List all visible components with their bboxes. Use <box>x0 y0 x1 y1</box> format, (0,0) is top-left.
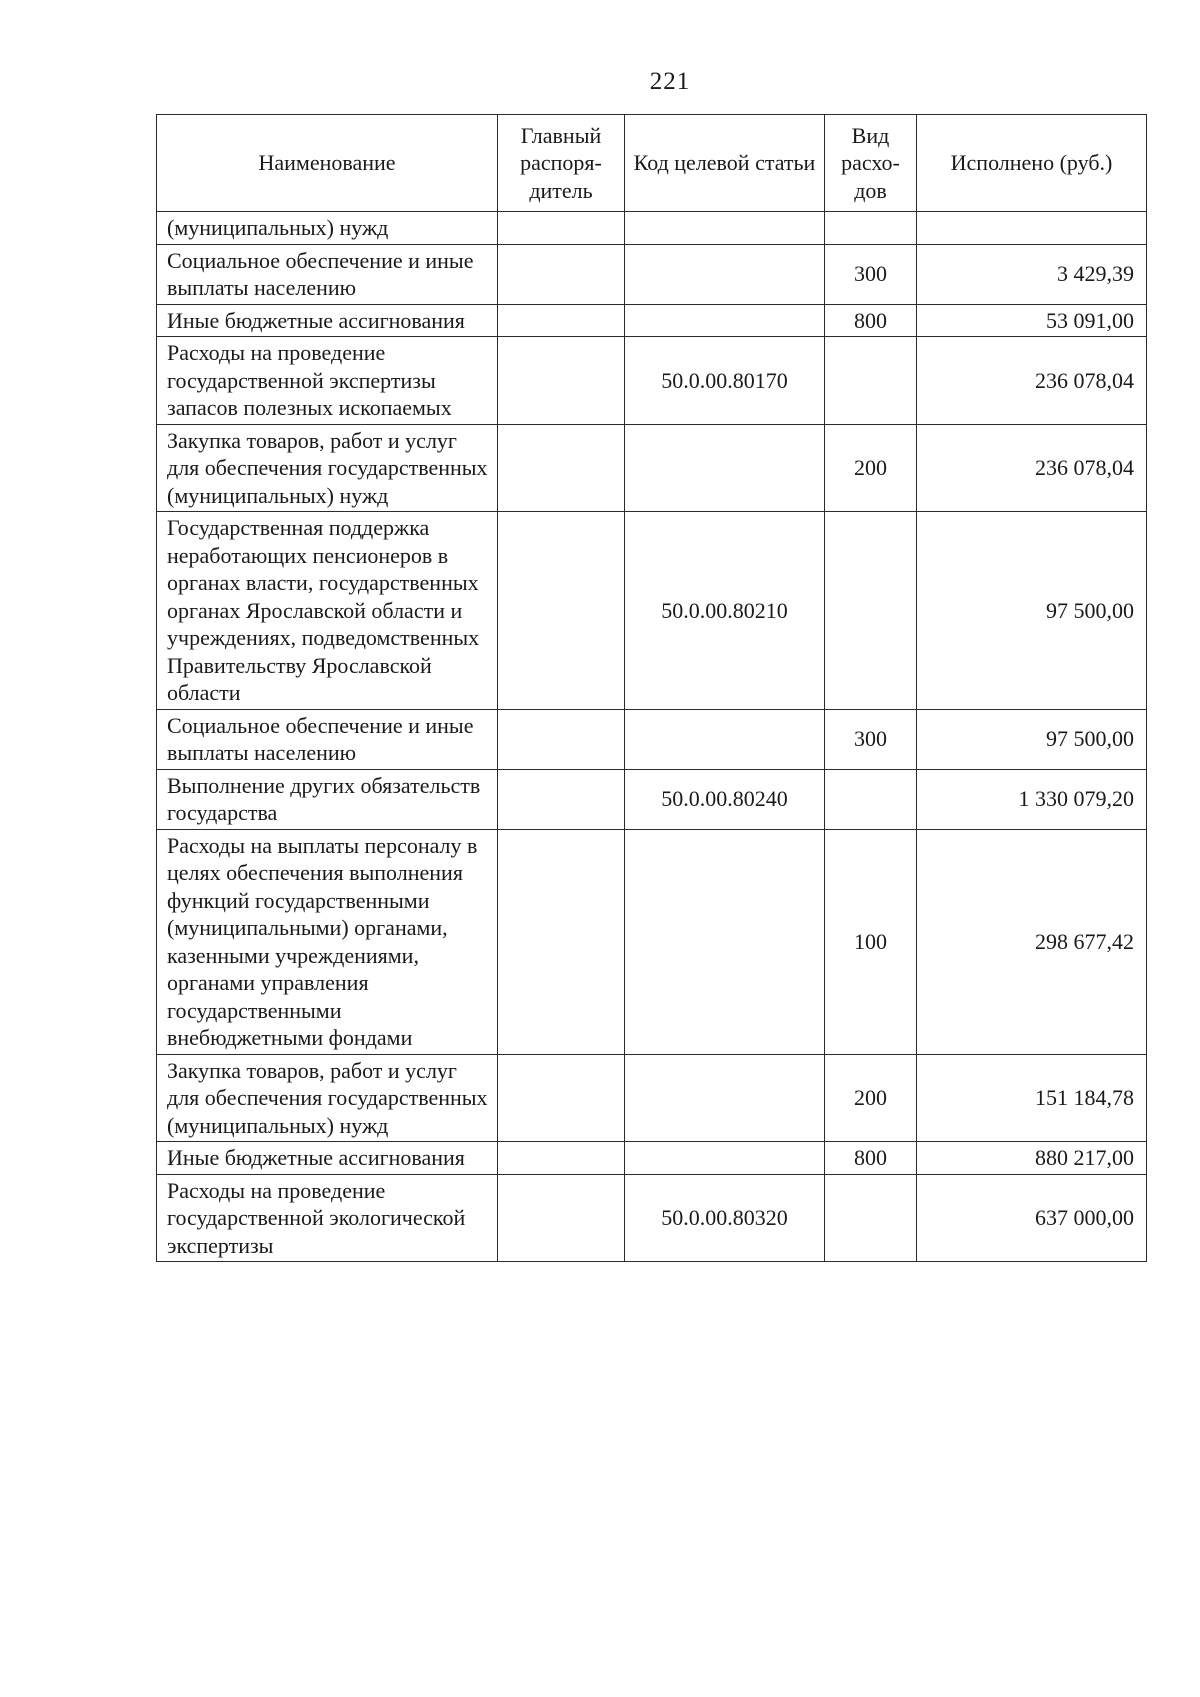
cell-ispolneno: 637 000,00 <box>917 1174 1147 1262</box>
cell-glavny <box>498 769 625 829</box>
cell-ispolneno: 236 078,04 <box>917 337 1147 425</box>
cell-glavny <box>498 1054 625 1142</box>
header-name: Наименование <box>157 115 498 212</box>
cell-name: Социальное обеспечение и иные выплаты населению <box>157 244 498 304</box>
table-row <box>157 829 1147 1054</box>
cell-ispolneno <box>917 212 1147 245</box>
cell-kod <box>625 1142 825 1175</box>
cell-ispolneno: 298 677,42 <box>917 829 1147 1054</box>
cell-glavny <box>498 829 625 1054</box>
table-row <box>157 304 1147 337</box>
cell-ispolneno: 53 091,00 <box>917 304 1147 337</box>
cell-ispolneno: 236 078,04 <box>917 424 1147 512</box>
header-vid: Вид расхо- дов <box>825 115 917 212</box>
cell-kod <box>625 829 825 1054</box>
cell-glavny <box>498 709 625 769</box>
cell-vid: 200 <box>825 1054 917 1142</box>
cell-kod <box>625 1054 825 1142</box>
cell-glavny <box>498 1174 625 1262</box>
table-header <box>157 115 1147 212</box>
cell-vid: 300 <box>825 709 917 769</box>
cell-ispolneno: 97 500,00 <box>917 709 1147 769</box>
cell-vid: 200 <box>825 424 917 512</box>
header-glavny: Главный распоря- дитель <box>498 115 625 212</box>
cell-vid: 100 <box>825 829 917 1054</box>
cell-vid <box>825 1174 917 1262</box>
cell-kod <box>625 424 825 512</box>
cell-vid <box>825 769 917 829</box>
cell-vid: 800 <box>825 304 917 337</box>
table-row <box>157 1174 1147 1262</box>
cell-kod <box>625 709 825 769</box>
cell-kod <box>625 304 825 337</box>
table-row <box>157 244 1147 304</box>
table-row <box>157 512 1147 710</box>
cell-kod: 50.0.00.80320 <box>625 1174 825 1262</box>
cell-glavny <box>498 244 625 304</box>
cell-ispolneno: 880 217,00 <box>917 1142 1147 1175</box>
cell-vid: 800 <box>825 1142 917 1175</box>
cell-name: Расходы на проведение государственной экспертизы запасов полезных ископаемых <box>157 337 498 425</box>
cell-vid <box>825 512 917 710</box>
table-row <box>157 337 1147 425</box>
cell-glavny <box>498 512 625 710</box>
table-row <box>157 769 1147 829</box>
table-row <box>157 212 1147 245</box>
page-number: 221 <box>649 68 691 95</box>
cell-name: Государственная поддержка неработающих пенсионеров в органах власти, государственных органах Ярославской области и учреждениях, подведомственных Правительству Ярославской области <box>157 512 498 710</box>
table-row <box>157 1142 1147 1175</box>
cell-glavny <box>498 424 625 512</box>
cell-ispolneno: 97 500,00 <box>917 512 1147 710</box>
cell-name: Иные бюджетные ассигнования <box>157 304 498 337</box>
cell-kod: 50.0.00.80240 <box>625 769 825 829</box>
cell-kod: 50.0.00.80170 <box>625 337 825 425</box>
cell-kod <box>625 244 825 304</box>
budget-table <box>156 114 1147 1262</box>
cell-glavny <box>498 212 625 245</box>
cell-ispolneno: 3 429,39 <box>917 244 1147 304</box>
cell-name: (муниципальных) нужд <box>157 212 498 245</box>
cell-name: Расходы на выплаты персоналу в целях обеспечения выполнения функций государственными (муниципальными) органами, казенными учреждениями, органами управления государственными внебюджетными фондами <box>157 829 498 1054</box>
cell-glavny <box>498 337 625 425</box>
cell-vid: 300 <box>825 244 917 304</box>
cell-glavny <box>498 1142 625 1175</box>
cell-name: Выполнение других обязательств государства <box>157 769 498 829</box>
cell-name: Закупка товаров, работ и услуг для обеспечения государственных (муниципальных) нужд <box>157 1054 498 1142</box>
table-row <box>157 1054 1147 1142</box>
cell-name: Закупка товаров, работ и услуг для обеспечения государственных (муниципальных) нужд <box>157 424 498 512</box>
cell-vid <box>825 337 917 425</box>
table-row <box>157 709 1147 769</box>
table-body <box>157 212 1147 1262</box>
cell-name: Иные бюджетные ассигнования <box>157 1142 498 1175</box>
cell-ispolneno: 151 184,78 <box>917 1054 1147 1142</box>
table-row <box>157 424 1147 512</box>
cell-name: Расходы на проведение государственной экологической экспертизы <box>157 1174 498 1262</box>
header-kod: Код целевой статьи <box>625 115 825 212</box>
cell-kod <box>625 212 825 245</box>
cell-ispolneno: 1 330 079,20 <box>917 769 1147 829</box>
cell-kod: 50.0.00.80210 <box>625 512 825 710</box>
header-ispolneno: Исполнено (руб.) <box>917 115 1147 212</box>
cell-name: Социальное обеспечение и иные выплаты населению <box>157 709 498 769</box>
cell-vid <box>825 212 917 245</box>
cell-glavny <box>498 304 625 337</box>
